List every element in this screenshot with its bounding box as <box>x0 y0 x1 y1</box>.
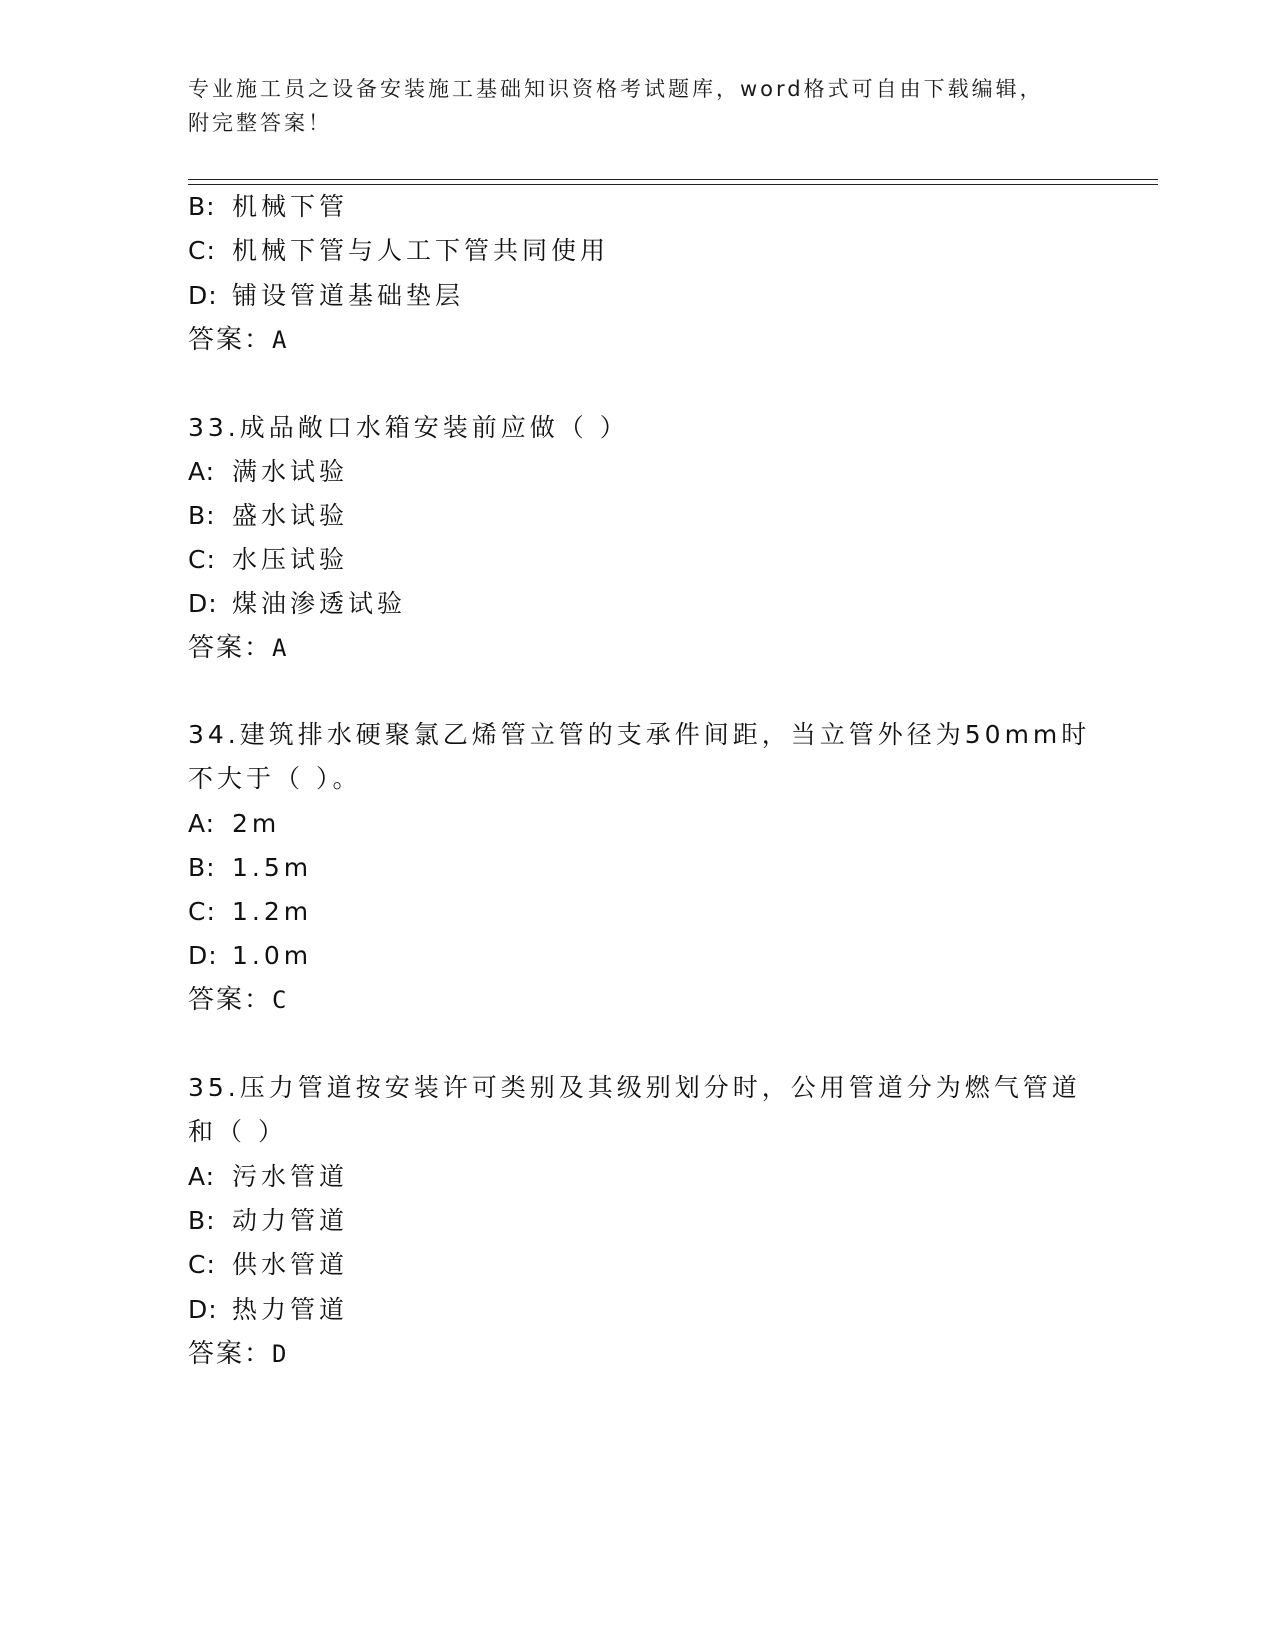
option-a <box>188 1162 348 1192</box>
option-text: 满水试验 <box>232 457 349 486</box>
answer-line <box>188 985 288 1015</box>
option-c <box>188 897 312 927</box>
option-label: C: <box>188 545 216 574</box>
option-c <box>188 1250 348 1280</box>
option-label: A: <box>188 1162 216 1191</box>
option-label: A: <box>188 457 216 486</box>
answer-value: A <box>272 326 289 354</box>
header-line-1: 专业施工员之设备安装施工基础知识资格考试题库，word格式可自由下载编辑， <box>188 77 1044 101</box>
option-text: 1.0m <box>232 941 313 970</box>
option-text: 水压试验 <box>232 545 349 574</box>
answer-line <box>188 1339 288 1369</box>
option-text: 机械下管 <box>232 192 349 221</box>
header-divider-bottom <box>188 184 1158 185</box>
option-b <box>188 1206 348 1236</box>
option-label: B: <box>188 501 216 530</box>
header-line-2: 附完整答案！ <box>188 111 332 135</box>
option-text: 铺设管道基础垫层 <box>232 281 465 310</box>
option-label: A: <box>188 809 216 838</box>
option-d <box>188 941 312 971</box>
option-text: 1.2m <box>232 897 313 926</box>
option-label: B: <box>188 853 216 882</box>
option-label: C: <box>188 236 216 265</box>
option-label: C: <box>188 1250 216 1279</box>
option-text: 2m <box>232 809 281 838</box>
option-text: 机械下管与人工下管共同使用 <box>232 236 610 265</box>
option-a <box>188 457 348 487</box>
option-b <box>188 853 312 883</box>
option-d <box>188 281 464 311</box>
option-label: D: <box>188 1295 218 1324</box>
answer-label: 答案： <box>188 325 273 355</box>
option-text: 1.5m <box>232 853 313 882</box>
answer-value: D <box>272 1340 289 1368</box>
answer-label: 答案： <box>188 633 273 663</box>
option-label: B: <box>188 192 216 221</box>
option-d <box>188 589 406 619</box>
question-stem: 34.建筑排水硬聚氯乙烯管立管的支承件间距，当立管外径为50mm时 <box>188 720 1091 749</box>
question-stem-continued: 不大于（ ）。 <box>188 764 362 793</box>
document-header <box>188 72 1088 140</box>
option-text: 热力管道 <box>232 1295 349 1324</box>
question-stem-continued: 和（ ） <box>188 1117 287 1146</box>
answer-label: 答案： <box>188 1339 273 1369</box>
answer-value: C <box>272 986 289 1014</box>
option-a <box>188 809 280 839</box>
question-stem: 33.成品敞口水箱安装前应做（ ） <box>188 413 629 442</box>
option-text: 盛水试验 <box>232 501 349 530</box>
option-text: 污水管道 <box>232 1162 349 1191</box>
option-label: C: <box>188 897 216 926</box>
option-text: 煤油渗透试验 <box>232 589 407 618</box>
option-b <box>188 192 348 222</box>
option-label: D: <box>188 589 218 618</box>
answer-label: 答案： <box>188 985 273 1015</box>
option-label: B: <box>188 1206 216 1235</box>
option-text: 动力管道 <box>232 1206 349 1235</box>
option-b <box>188 501 348 531</box>
question-stem: 35.压力管道按安装许可类别及其级别划分时，公用管道分为燃气管道 <box>188 1073 1081 1102</box>
option-c <box>188 236 609 266</box>
option-label: D: <box>188 281 218 310</box>
answer-line <box>188 633 288 663</box>
option-c <box>188 545 348 575</box>
option-label: D: <box>188 941 218 970</box>
answer-line <box>188 325 288 355</box>
answer-value: A <box>272 634 289 662</box>
option-text: 供水管道 <box>232 1250 349 1279</box>
option-d <box>188 1295 348 1325</box>
header-divider-top <box>188 179 1158 180</box>
